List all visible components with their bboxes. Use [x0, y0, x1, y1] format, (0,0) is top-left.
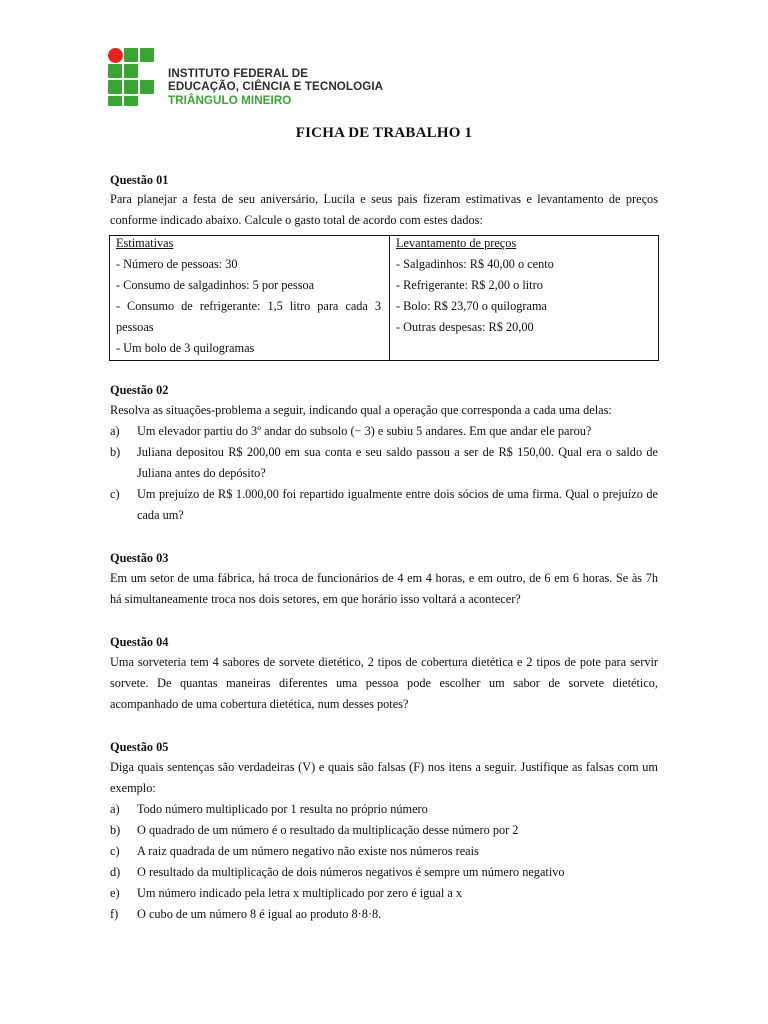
item-text: O resultado da multiplicação de dois números negativos é sempre um número negativo	[137, 865, 565, 879]
item-text: O cubo de um número 8 é igual ao produto 8·8·8.	[137, 907, 382, 921]
question-2-text: Resolva as situações-problema a seguir, indicando qual a operação que corresponda a cada uma delas:	[110, 403, 612, 417]
estimate-item: - Consumo de salgadinhos: 5 por pessoa	[116, 278, 315, 292]
price-item: - Bolo: R$ 23,70 o quilograma	[396, 299, 547, 313]
price-item: - Salgadinhos: R$ 40,00 o cento	[396, 257, 554, 271]
item-letter: d)	[110, 865, 121, 879]
question-5-text: Diga quais sentenças são verdadeiras (V) e quais são falsas (F) nos itens a seguir. Justifique as falsas com um exemplo:	[110, 760, 658, 795]
estimate-item: - Consumo de refrigerante: 1,5 litro para cada 3	[116, 299, 381, 313]
item-text: Um número indicado pela letra x multiplicado por zero é igual a x	[137, 886, 463, 900]
question-2-title: Questão 02	[110, 383, 169, 397]
logo-text	[168, 67, 393, 107]
item-text: A raiz quadrada de um número negativo não existe nos números reais	[137, 844, 479, 858]
item-letter: b)	[110, 445, 121, 459]
item-letter: b)	[110, 823, 121, 837]
document-title: FICHA DE TRABALHO 1	[295, 125, 473, 141]
estimate-item: - Número de pessoas: 30	[116, 257, 238, 271]
item-text: Um prejuízo de R$ 1.000,00 foi repartido igualmente entre dois sócios de uma firma. Qual o prejuízo de cada um?	[137, 487, 658, 522]
logo-line-3: TRIÂNGULO MINEIRO	[168, 93, 292, 107]
item-text: Todo número multiplicado por 1 resulta no próprio número	[137, 802, 428, 816]
price-item: - Refrigerante: R$ 2,00 o litro	[396, 278, 543, 292]
item-letter: a)	[110, 802, 120, 816]
item-letter: e)	[110, 886, 120, 900]
item-text: Juliana depositou R$ 200,00 em sua conta e seu saldo passou a ser de R$ 150,00. Qual era o saldo de Juliana antes do depósito?	[137, 445, 658, 480]
estimates-column	[110, 236, 390, 360]
estimates-table	[109, 235, 659, 361]
question-3-title: Questão 03	[110, 551, 169, 565]
prices-column	[390, 236, 658, 360]
question-4-title: Questão 04	[110, 635, 169, 649]
item-letter: c)	[110, 844, 120, 858]
prices-header: Levantamento de preços	[396, 236, 517, 250]
estimates-header: Estimativas	[116, 236, 174, 250]
price-item: - Outras despesas: R$ 20,00	[396, 320, 534, 334]
question-1-text: Para planejar a festa de seu aniversário, Lucila e seus pais fizeram estimativas e levantamento de preços conforme indicado abaixo. Calcule o gasto total de acordo com estes dados:	[110, 192, 658, 227]
logo-line-2: EDUCAÇÃO, CIÊNCIA E TECNOLOGIA	[168, 80, 384, 94]
question-5-title: Questão 05	[110, 740, 169, 754]
question-4-text: Uma sorveteria tem 4 sabores de sorvete dietético, 2 tipos de cobertura dietética e 2 tipos de pote para servir sorvete. De quantas maneiras diferentes uma pessoa pode escolher um sabor de sorvete dietético, acompanhado de uma cobertura dietética, num desses potes?	[110, 655, 658, 711]
institution-logo	[108, 48, 388, 110]
logo-mark-icon	[108, 48, 156, 108]
item-letter: f)	[110, 907, 119, 921]
item-text: Um elevador partiu do 3º andar do subsolo (− 3) e subiu 5 andares. Em que andar ele parou?	[137, 424, 592, 438]
question-3-text: Em um setor de uma fábrica, há troca de funcionários de 4 em 4 horas, e em outro, de 6 em 6 horas. Se às 7h há simultaneamente troca nos dois setores, em que horário isso voltará a acontecer?	[110, 571, 658, 606]
item-letter: a)	[110, 424, 120, 438]
estimate-item: pessoas	[116, 320, 154, 334]
item-text: O quadrado de um número é o resultado da multiplicação desse número por 2	[137, 823, 519, 837]
question-1-title: Questão 01	[110, 173, 169, 187]
estimate-item: - Um bolo de 3 quilogramas	[116, 341, 255, 355]
logo-line-1: INSTITUTO FEDERAL DE	[168, 67, 309, 80]
item-letter: c)	[110, 487, 120, 501]
